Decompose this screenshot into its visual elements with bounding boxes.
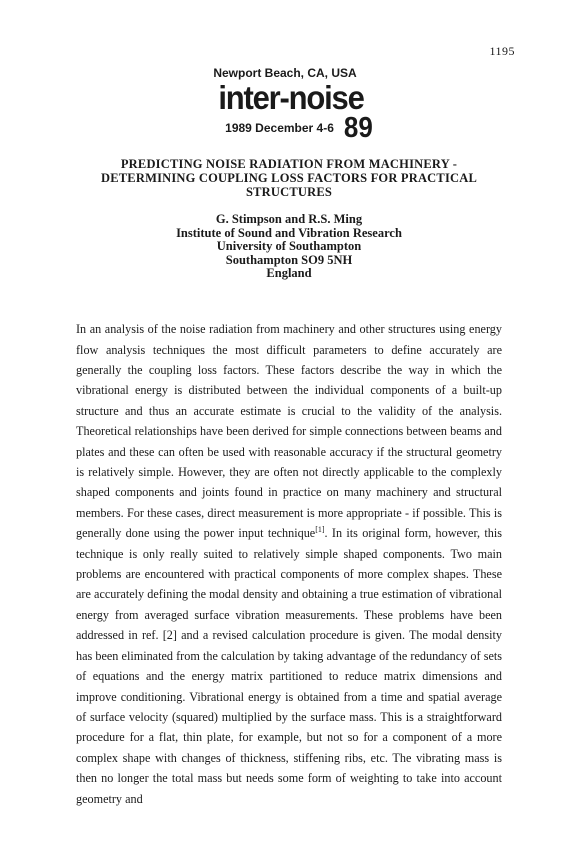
conference-dates: 1989 December 4-6: [225, 121, 334, 135]
title-line: STRUCTURES: [245, 185, 333, 199]
page-number: 1195: [489, 44, 515, 58]
body-text-part1: In an analysis of the noise radiation from machinery and other structures using energy flow analysis techniques the most difficult parameters to define accurately are generally the coupling loss factors. These factors describe the way in which the vibrational energy is distributed between the individual components of a built-up structure and thus an accurate estimate is crucial to the validity of the analysis. Theoretical relationships have been derived for simple connections between beams and plates and these can often be used with reasonable accuracy if the structural geometry is relatively simple. However, they are often not directly applicable to the complexly shaped components and joints found in practice on many machinery and structural members. For these cases, direct measurement is more appropriate - if possible. This is generally done using the power input technique: [76, 322, 502, 541]
reference-marker: [1]: [315, 525, 325, 535]
authors-block: [60, 213, 518, 281]
title-line: DETERMINING COUPLING LOSS FACTORS FOR PRACTICAL: [101, 171, 477, 185]
conference-year-mark: 89: [343, 110, 373, 144]
affiliation-line: Institute of Sound and Vibration Research: [176, 225, 402, 240]
conference-logo: inter-noise: [218, 78, 364, 117]
body-paragraph: [76, 319, 502, 809]
conference-date-row: [20, 110, 578, 144]
affiliation-line: University of Southampton: [216, 239, 362, 254]
conference-header: [0, 66, 578, 144]
conference-location: Newport Beach, CA, USA: [213, 66, 357, 80]
authors: G. Stimpson and R.S. Ming: [215, 212, 363, 226]
affiliation-line: England: [266, 266, 312, 281]
body-text-part2: . In its original form, however, this technique is only really suited to relatively simple shaped components. Two main problems are encountered with practical components of more complex shapes. These are accurately defining the modal density and obtaining a true estimation of vibrational energy from averaged surface vibration measurements. These problems have been addressed in ref. [2] and a revised calculation procedure is given. The modal density has been eliminated from the calculation by taking advantage of the redundancy of sets of equations and the energy matrix partitioned to reduce matrix dimensions and improve conditioning. Vibrational energy is obtained from a time and spatial average of surface velocity (squared) multiplied by the surface mass. This is a straightforward procedure for a flat, thin plate, for example, but not so for a component of a more complex shape with changes of thickness, stiffening ribs, etc. The vibrating mass is then no longer the total mass but needs some form of weighting to take into account geometry and: [76, 526, 502, 806]
title-line: PREDICTING NOISE RADIATION FROM MACHINERY -: [120, 157, 458, 171]
affiliation-line: Southampton SO9 5NH: [225, 252, 353, 267]
paper-title: [60, 157, 518, 199]
